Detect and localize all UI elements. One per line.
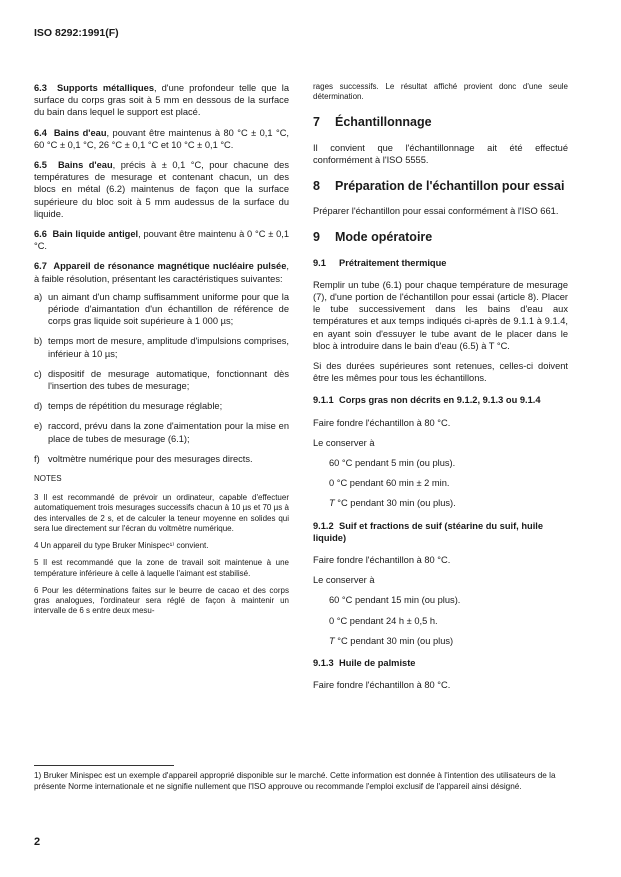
section-9-1-text-2: Si des durées supérieures sont retenues, celles-ci doivent être les mêmes pour tous les échantillons.	[313, 361, 568, 384]
section-title: Bain liquide antigel	[52, 229, 139, 240]
section-7-heading	[313, 116, 568, 128]
list-marker: d)	[34, 401, 43, 412]
section-text: , pouvant être maintenu à 0 °C ± 0,1 °C.	[34, 229, 289, 252]
list-marker: e)	[34, 421, 43, 432]
section-title: Huile de palmiste	[339, 658, 416, 669]
text: Faire fondre l'échantillon à 80 °C.	[313, 680, 451, 691]
list-text: temps mort de mesure, amplitude d'impulsions comprises, inférieur à 10 µs;	[48, 336, 289, 359]
note-3: 3 Il est recommandé de prévoir un ordinateur, capable d'effectuer automatiquement trois mesurages successifs chacun à 10 µs et 70 µs à des intervalles de 2 s, et de calculer la teneur moyenne en solides qui sera lue directement sur l'écran du voltmètre numérique.	[34, 493, 289, 533]
list-item	[34, 368, 289, 392]
section-title: Appareil de résonance magnétique nucléaire pulsée	[53, 261, 287, 272]
section-number: 6.7	[34, 261, 47, 272]
notes-heading: NOTES	[34, 474, 62, 484]
temperature-symbol: T	[329, 498, 335, 509]
condition-line: 0 °C pendant 60 min ± 2 min.	[329, 478, 450, 489]
section-text: , d'une profondeur telle que la surface du corps gras soit à 5 mm en dessous de la surface du bain dans lequel le support est placé.	[34, 83, 289, 118]
section-title: Prétraitement thermique	[339, 257, 447, 268]
section-8-text: Préparer l'échantillon pour essai conformément à l'ISO 661.	[313, 206, 559, 217]
section-number: 6.6	[34, 229, 47, 240]
section-number: 6.4	[34, 127, 47, 138]
document-header: ISO 8292:1991(F)	[34, 27, 119, 39]
note-4: 4 Un appareil du type Bruker Minispec¹⁾ convient.	[34, 541, 209, 551]
list-item	[34, 453, 289, 465]
section-title: Bains d'eau	[53, 127, 107, 138]
section-8-heading	[313, 180, 568, 192]
section-9-1-3-heading	[313, 657, 568, 669]
list-text: dispositif de mesurage automatique, fonctionnant dès l'insertion des tubes de mesurage;	[48, 368, 289, 392]
page-number: 2	[34, 836, 41, 848]
list-item	[34, 291, 289, 328]
note-5: 5 Il est recommandé que la zone de travail soit maintenue à une température inférieure à celle à laquelle l'aimant est stabilisé.	[34, 558, 289, 578]
condition-list	[313, 457, 568, 510]
condition-line	[329, 635, 568, 647]
section-title: Préparation de l'échantillon pour essai	[335, 179, 565, 194]
section-number: 9	[313, 230, 320, 245]
section-number: 9.1.3	[313, 658, 334, 669]
section-title: Supports métalliques	[57, 83, 155, 93]
footnote-divider	[34, 765, 174, 766]
list-text: un aimant d'un champ suffisamment uniforme pour que la période d'aimantation d'un échantillon de référence de corps gras liquide soit supérieure à 1 000 µs;	[48, 291, 289, 327]
section-number: 6.3	[34, 83, 47, 93]
section-title: Bains d'eau	[57, 160, 113, 171]
section-9-1-1-heading	[313, 394, 568, 406]
section-number: 9.1	[313, 257, 326, 268]
section-9-1-heading	[313, 257, 568, 269]
list-marker: a)	[34, 291, 43, 302]
condition-text: °C pendant 30 min (ou plus).	[334, 498, 456, 509]
condition-line	[329, 497, 568, 509]
section-title: Mode opératoire	[335, 230, 433, 245]
paragraph-6-6	[34, 228, 289, 252]
section-title: Corps gras non décrits en 9.1.2, 9.1.3 ou 9.1.4	[339, 395, 541, 406]
text: Le conserver à	[313, 437, 375, 448]
section-number: 7	[313, 115, 320, 130]
left-column	[34, 82, 289, 623]
section-9-1-2-heading	[313, 520, 568, 544]
condition-list	[313, 594, 568, 647]
note-6: 6 Pour les déterminations faites sur le beurre de cacao et des corps gras analogues, l'ordinateur sera réglé de façon à maintenir un intervalle de 6 s entre deux mesu-	[34, 585, 289, 616]
list-item	[34, 400, 289, 412]
list-marker: b)	[34, 336, 43, 347]
section-number: 6.5	[34, 160, 47, 171]
section-number: 9.1.2	[313, 520, 334, 531]
note-6-continuation: rages successifs. Le résultat affiché provient donc d'une seule détermination.	[313, 82, 568, 102]
section-text: , pouvant être maintenus à 80 °C ± 0,1 °C, 60 °C ± 0,1 °C, 26 °C ± 0,1 °C et 10 °C ± 0,1 °C.	[34, 127, 290, 150]
condition-line: 0 °C pendant 24 h ± 0,5 h.	[329, 615, 438, 626]
list-marker: c)	[34, 368, 42, 379]
paragraph-6-5	[34, 159, 289, 220]
section-title: Échantillonnage	[335, 115, 432, 130]
list-text: temps de répétition du mesurage réglable;	[48, 401, 223, 412]
section-number: 9.1.1	[313, 395, 334, 406]
condition-text: °C pendant 30 min (ou plus)	[334, 635, 454, 646]
condition-line: 60 °C pendant 15 min (ou plus).	[329, 595, 461, 606]
list-marker: f)	[34, 453, 40, 464]
footnote: 1) Bruker Minispec est un exemple d'appareil approprié disponible sur le marché. Cette information est donnée à l'intention des utilisateurs de la présente Norme internationale et ne signifie nullement que l'ISO approuve ou recommande l'emploi exclusif de l'appareil ainsi désigné.	[34, 771, 556, 791]
section-9-1-text: Remplir un tube (6.1) pour chaque température de mesurage (7), d'une portion de l'échantillon pour essai (article 8). Placer le tube successivement dans les bains d'eau aux températures et aux temps indiqués ci-après de 9.1.1 à 9.1.4, en ayant soin d'essuyer le tube avant de le placer dans le bloc à introduire dans le bain d'eau (6.5) à T °C.	[313, 279, 568, 351]
list-item	[34, 335, 289, 359]
list-item	[34, 420, 289, 444]
text: Le conserver à	[313, 575, 375, 586]
paragraph-6-7	[34, 260, 289, 284]
section-title: Suif et fractions de suif (stéarine du suif, huile liquide)	[313, 520, 544, 543]
list-text: voltmètre numérique pour des mesurages directs.	[48, 453, 253, 464]
right-column	[313, 82, 568, 700]
paragraph-6-4	[34, 127, 289, 151]
list-text: raccord, prévu dans la zone d'aimentation pour la mise en place de tubes de mesurage (6.1);	[48, 421, 289, 444]
text: Faire fondre l'échantillon à 80 °C.	[313, 417, 451, 428]
section-text: , précis à ± 0,1 °C, pour chacune des températures de mesurage et contenant chacun, un des blocs en métal (6.2) maintenus de façon que la surface supérieure du bloc soit à 5 mm audessus de la surface du liquide.	[34, 160, 289, 219]
temperature-symbol: T	[329, 635, 335, 646]
section-number: 8	[313, 179, 320, 194]
text: Faire fondre l'échantillon à 80 °C.	[313, 555, 451, 566]
condition-line: 60 °C pendant 5 min (ou plus).	[329, 458, 456, 469]
section-text: , à faible résolution, présentant les caractéristiques suivantes:	[34, 261, 289, 284]
section-7-text: Il convient que l'échantillonnage ait été effectué conformément à l'ISO 5555.	[313, 142, 568, 165]
paragraph-6-3	[34, 82, 289, 119]
section-9-heading	[313, 231, 568, 243]
